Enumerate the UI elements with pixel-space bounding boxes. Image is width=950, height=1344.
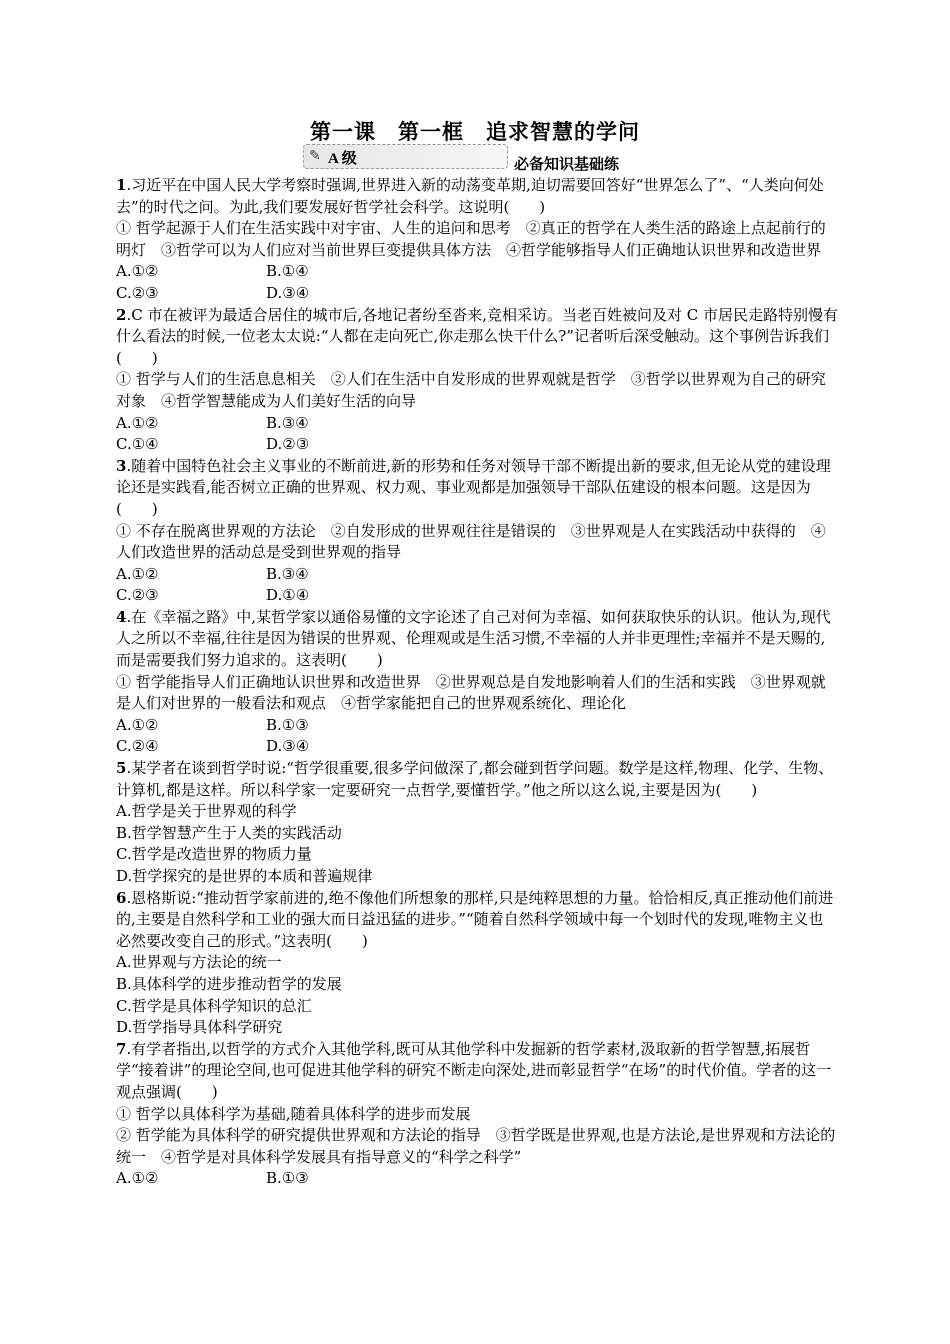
question-stem bbox=[116, 758, 838, 801]
option-b[interactable]: B.①③ bbox=[266, 1169, 309, 1188]
option-d[interactable]: D.哲学指导具体科学研究 bbox=[116, 1018, 283, 1037]
question-number: 4 bbox=[116, 607, 127, 626]
question-stem bbox=[116, 456, 838, 521]
option-a[interactable]: A.①② bbox=[116, 715, 159, 734]
option-d[interactable]: D.③④ bbox=[266, 283, 310, 302]
option-a[interactable]: A.①② bbox=[116, 1169, 159, 1188]
level-badge bbox=[303, 144, 508, 169]
option-d[interactable]: D.①④ bbox=[266, 586, 310, 605]
question-stem bbox=[116, 607, 838, 672]
option-b[interactable]: B.③④ bbox=[266, 413, 309, 432]
question-number: 7 bbox=[116, 1039, 127, 1058]
option-row bbox=[116, 1168, 838, 1190]
option-c[interactable]: C.②④ bbox=[116, 737, 159, 756]
question-statements: ① 哲学以具体科学为基础,随着具体科学的进步而发展 bbox=[116, 1104, 471, 1123]
question-stem bbox=[116, 175, 838, 218]
level-name: 必备知识基础练 bbox=[514, 155, 620, 173]
option-row bbox=[116, 715, 838, 737]
option-row bbox=[116, 564, 838, 586]
question-stem bbox=[116, 305, 838, 370]
option-a[interactable]: A.世界观与方法论的统一 bbox=[116, 953, 282, 972]
pencil-icon: ✎ bbox=[309, 148, 321, 164]
option-row bbox=[116, 736, 838, 758]
page-title: 第一课 第一框 追求智慧的学问 bbox=[310, 120, 640, 144]
option-c[interactable]: C.①④ bbox=[116, 435, 159, 454]
question-statements: ① 不存在脱离世界观的方法论 ②自发形成的世界观往往是错误的 ③世界观是人在实践活动中获得的 ④人们改造世界的活动总是受到世界观的指导 bbox=[116, 521, 826, 562]
question-text: .习近平在中国人民大学考察时强调,世界进入新的动荡变革期,迫切需要回答好“世界怎么了”、“人类向何处去”的时代之问。为此,我们要发展好哲学社会科学。这说明( ) bbox=[116, 176, 824, 216]
question-statements: ① 哲学能指导人们正确地认识世界和改造世界 ②世界观总是自发地影响着人们的生活和实践 ③世界观就是人们对世界的一般看法和观点 ④哲学家能把自己的世界观系统化、理论化 bbox=[116, 672, 826, 713]
question-statements: ① 哲学与人们的生活息息相关 ②人们在生活中自发形成的世界观就是哲学 ③哲学以世界观为自己的研究对象 ④哲学智慧能成为人们美好生活的向导 bbox=[116, 370, 826, 410]
option-c[interactable]: C.②③ bbox=[116, 283, 159, 302]
option-a[interactable]: A.①② bbox=[116, 413, 159, 432]
option-b[interactable]: B.①④ bbox=[266, 262, 309, 281]
option-b[interactable]: B.哲学智慧产生于人类的实践活动 bbox=[116, 823, 342, 842]
question-number: 1 bbox=[116, 176, 127, 194]
question-text: .在《幸福之路》中,某哲学家以通俗易懂的文字论述了自己对何为幸福、如何获取快乐的认识。他认为,现代人之所以不幸福,往往是因为错误的世界观、伦理观或是生活习惯,不幸福的人并非更理性;幸福并不是天赐的,而是需要我们努力追求的。这表明( ) bbox=[116, 607, 831, 670]
option-a[interactable]: A.①② bbox=[116, 564, 159, 583]
option-a[interactable]: A.哲学是关于世界观的科学 bbox=[116, 802, 297, 821]
option-row bbox=[116, 434, 838, 456]
option-c[interactable]: C.哲学是改造世界的物质力量 bbox=[116, 845, 312, 864]
question-number: 5 bbox=[116, 759, 127, 778]
question-text: .有学者指出,以哲学的方式介入其他学科,既可从其他学科中发掘新的哲学素材,汲取新的哲学智慧,拓展哲学“接着讲”的理论空间,也可促进其他学科的研究不断走向深处,进而彰显哲学“在场”的时代价值。学者的这一观点强调( ) bbox=[116, 1039, 832, 1101]
option-d[interactable]: D.②③ bbox=[266, 435, 310, 454]
option-c[interactable]: C.哲学是具体科学知识的总汇 bbox=[116, 996, 312, 1015]
question-stem bbox=[116, 888, 838, 953]
question-text: .随着中国特色社会主义事业的不断前进,新的形势和任务对领导干部不断提出新的要求,但无论从党的建设理论还是实践看,能否树立正确的世界观、权力观、事业观都是加强领导干部队伍建设的根本问题。这是因为( ) bbox=[116, 456, 831, 518]
question-statements: ① 哲学起源于人们在生活实践中对宇宙、人生的追问和思考 ②真正的哲学在人类生活的路途上点起前行的明灯 ③哲学可以为人们应对当前世界巨变提供具体方法 ④哲学能够指导人们正确地认识世界和改造世界 bbox=[116, 219, 826, 259]
option-d[interactable]: D.③④ bbox=[266, 737, 310, 756]
option-row bbox=[116, 585, 838, 607]
question-number: 3 bbox=[116, 456, 127, 475]
option-b[interactable]: B.①③ bbox=[266, 715, 309, 734]
question-text: .恩格斯说:“推动哲学家前进的,绝不像他们所想象的那样,只是纯粹思想的力量。恰恰相反,真正推动他们前进的,主要是自然科学和工业的强大而日益迅猛的进步。”“随着自然科学领域中每一个划时代的发现,唯物主义也必然要改变自己的形式。”这表明( ) bbox=[116, 888, 834, 950]
question-statements: ② 哲学能为具体科学的研究提供世界观和方法论的指导 ③哲学既是世界观,也是方法论,是世界观和方法论的统一 ④哲学是对具体科学发展具有指导意义的“科学之科学” bbox=[116, 1126, 836, 1166]
question-list bbox=[116, 175, 838, 1190]
option-row bbox=[116, 413, 838, 435]
option-c[interactable]: C.②③ bbox=[116, 586, 159, 605]
level-label: A 级 bbox=[328, 151, 357, 167]
option-row bbox=[116, 283, 838, 305]
option-b[interactable]: B.具体科学的进步推动哲学的发展 bbox=[116, 974, 342, 993]
option-a[interactable]: A.①② bbox=[116, 262, 159, 281]
option-b[interactable]: B.③④ bbox=[266, 564, 309, 583]
question-number: 6 bbox=[116, 888, 127, 907]
question-stem bbox=[116, 1039, 838, 1104]
option-d[interactable]: D.哲学探究的是世界的本质和普遍规律 bbox=[116, 867, 373, 885]
question-number: 2 bbox=[116, 305, 127, 324]
option-row bbox=[116, 261, 838, 283]
question-text: .C 市在被评为最适合居住的城市后,各地记者纷至沓来,竞相采访。当老百姓被问及对 C 市居民走路特别慢有什么看法的时候,一位老太太说:“人都在走向死亡,你走那么快干什么?”记者听后深受触动。这个事例告诉我们( ) bbox=[116, 305, 839, 367]
question-text: .某学者在谈到哲学时说:“哲学很重要,很多学问做深了,都会碰到哲学问题。数学是这样,物理、化学、生物、计算机,都是这样。所以科学家一定要研究一点哲学,要懂哲学。”他之所以这么说,主要是因为( ) bbox=[116, 759, 834, 799]
